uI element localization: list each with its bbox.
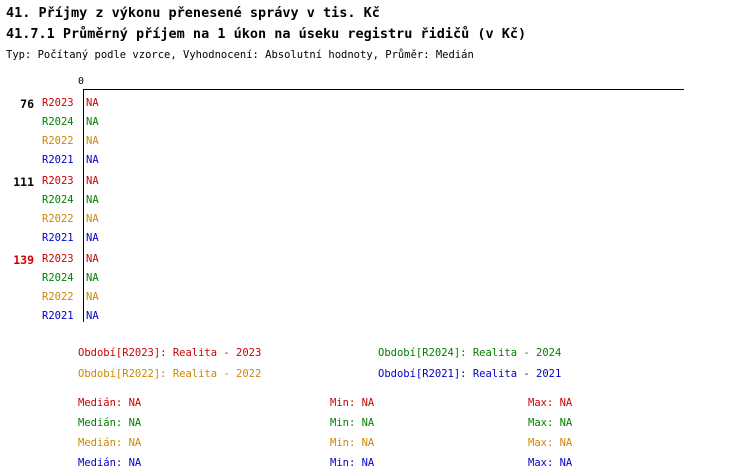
stat-min: Min: NA [330, 437, 375, 449]
legend-entry: Období[R2021]: Realita - 2021 [378, 368, 562, 380]
stat-max: Max: NA [528, 457, 573, 469]
stat-median: Medián: NA [78, 457, 142, 469]
stat-max: Max: NA [528, 437, 573, 449]
group-category-label: 139 [13, 253, 34, 267]
bar-row [0, 268, 750, 287]
stat-median: Medián: NA [78, 417, 142, 429]
stat-median: Medián: NA [78, 437, 142, 449]
bar-row-label: R2022 [42, 135, 74, 147]
stat-max: Max: NA [528, 397, 573, 409]
bar-group [0, 93, 750, 169]
axis-tick-0: 0 [78, 76, 85, 87]
bar-row-value: NA [86, 253, 99, 265]
bar-row-value: NA [86, 291, 99, 303]
bar-row-label: R2023 [42, 175, 74, 187]
chart-subtitle: 41.7.1 Průměrný příjem na 1 úkon na úseku registru řidičů (v Kč) [6, 26, 527, 42]
group-category-label: 111 [13, 175, 34, 189]
bar-row-label: R2021 [42, 232, 74, 244]
chart-meta: Typ: Počítaný podle vzorce, Vyhodnocení: Absolutní hodnoty, Průměr: Medián [6, 49, 474, 61]
stat-max: Max: NA [528, 417, 573, 429]
bar-row-label: R2021 [42, 154, 74, 166]
bar-row-label: R2024 [42, 194, 74, 206]
legend-entry: Období[R2022]: Realita - 2022 [78, 368, 262, 380]
legend-entry: Období[R2023]: Realita - 2023 [78, 347, 262, 359]
chart-header [0, 0, 750, 62]
bar-row-label: R2023 [42, 253, 74, 265]
legend-entry: Období[R2024]: Realita - 2024 [378, 347, 562, 359]
bar-row [0, 287, 750, 306]
bar-row-label: R2024 [42, 272, 74, 284]
bar-row-label: R2023 [42, 97, 74, 109]
bar-row [0, 306, 750, 325]
bar-row-value: NA [86, 272, 99, 284]
bar-row [0, 249, 750, 268]
x-axis-line [83, 89, 684, 90]
bar-row [0, 131, 750, 150]
bar-row-label: R2024 [42, 116, 74, 128]
bar-row-value: NA [86, 232, 99, 244]
bar-group [0, 171, 750, 247]
bar-row-value: NA [86, 310, 99, 322]
bar-row-label: R2022 [42, 213, 74, 225]
bar-row [0, 150, 750, 169]
page-title: 41. Příjmy z výkonu přenesené správy v tis. Kč [6, 5, 380, 21]
bar-row [0, 171, 750, 190]
bar-row [0, 93, 750, 112]
bar-row [0, 112, 750, 131]
bar-group [0, 249, 750, 325]
bar-row-value: NA [86, 194, 99, 206]
stat-median: Medián: NA [78, 397, 142, 409]
stat-min: Min: NA [330, 457, 375, 469]
bar-row-label: R2021 [42, 310, 74, 322]
bar-row-value: NA [86, 154, 99, 166]
bar-row-value: NA [86, 116, 99, 128]
group-category-label: 76 [20, 97, 34, 111]
chart-plot-area [0, 76, 750, 326]
bar-row [0, 209, 750, 228]
chart-legend-area [0, 338, 750, 476]
bar-row-value: NA [86, 213, 99, 225]
stat-min: Min: NA [330, 417, 375, 429]
stat-min: Min: NA [330, 397, 375, 409]
bar-row [0, 190, 750, 209]
bar-row [0, 228, 750, 247]
bar-row-value: NA [86, 135, 99, 147]
bar-row-value: NA [86, 97, 99, 109]
bar-row-label: R2022 [42, 291, 74, 303]
bar-row-value: NA [86, 175, 99, 187]
